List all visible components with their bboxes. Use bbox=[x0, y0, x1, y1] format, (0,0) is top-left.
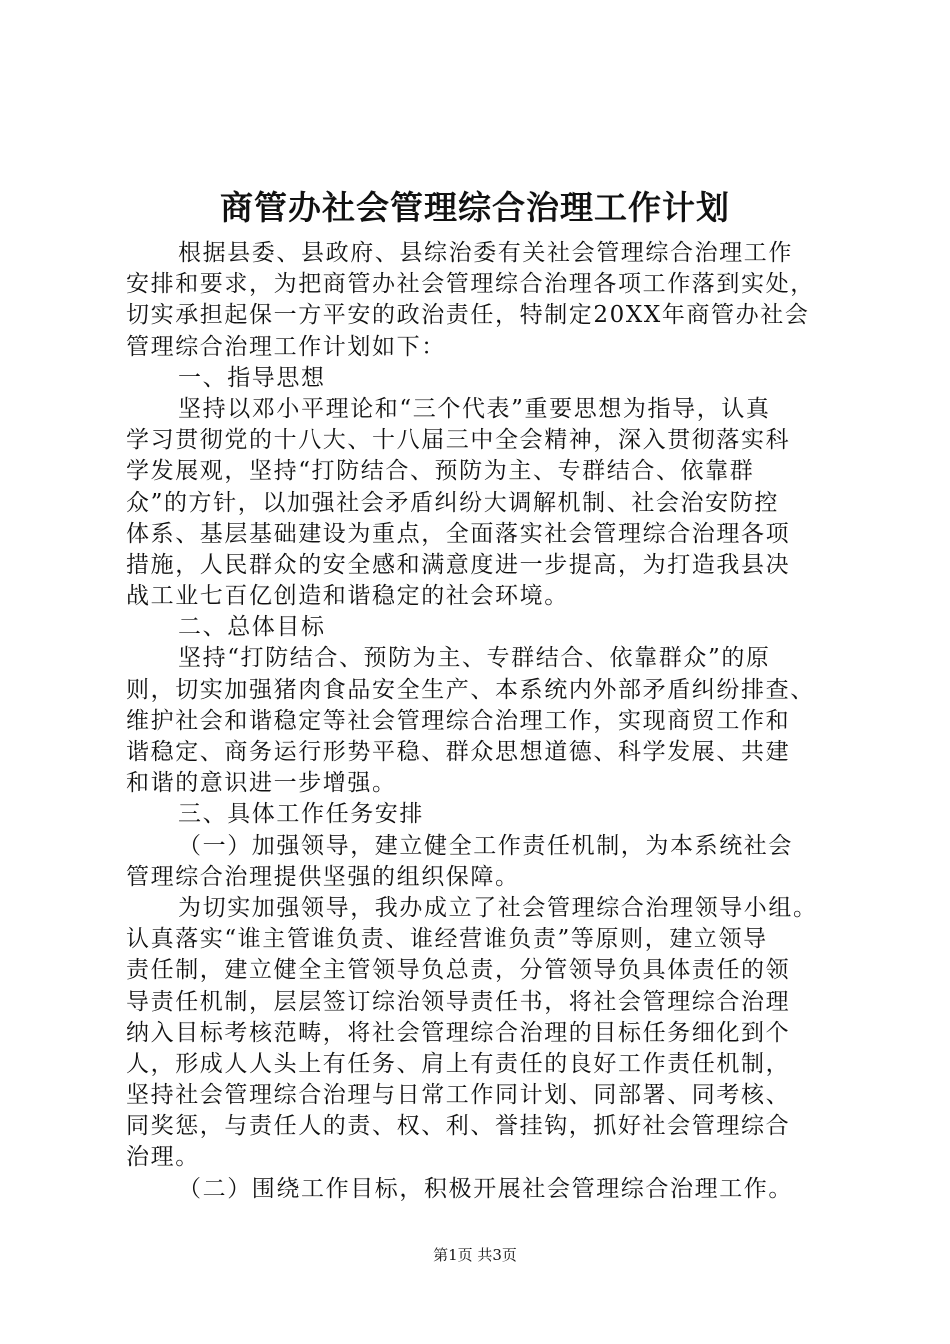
text-line: 导责任机制，层层签订综治领导责任书，将社会管理综合治理 bbox=[126, 988, 791, 1015]
section-heading: 三、具体工作任务安排 bbox=[178, 801, 424, 828]
text-line: 治理。 bbox=[126, 1144, 200, 1171]
text-line: 维护社会和谐稳定等社会管理综合治理工作，实现商贸工作和 bbox=[126, 707, 791, 734]
text-line: 人，形成人人头上有任务、肩上有责任的良好工作责任机制， bbox=[126, 1050, 791, 1077]
text-line: 战工业七百亿创造和谐稳定的社会环境。 bbox=[126, 583, 569, 610]
text-line: 纳入目标考核范畴，将社会管理综合治理的目标任务细化到个 bbox=[126, 1019, 791, 1046]
document-title: 商管办社会管理综合治理工作计划 bbox=[220, 188, 730, 227]
text-line: 为切实加强领导，我办成立了社会管理综合治理领导小组。 bbox=[178, 894, 818, 921]
text-line: 认真落实“谁主管谁负责、谁经营谁负责”等原则，建立领导 bbox=[126, 926, 768, 953]
page-number-footer: 第1页 共3页 bbox=[433, 1246, 517, 1264]
text-line: 坚持以邓小平理论和“三个代表”重要思想为指导，认真 bbox=[178, 395, 771, 422]
subsection-heading: （一）加强领导，建立健全工作责任机制，为本系统社会 bbox=[178, 832, 793, 859]
subsection-heading: （二）围绕工作目标，积极开展社会管理综合治理工作。 bbox=[178, 1175, 793, 1202]
document-body bbox=[126, 238, 826, 1205]
text-line: 众”的方针，以加强社会矛盾纠纷大调解机制、社会治安防控 bbox=[126, 489, 779, 516]
text-line: 则，切实加强猪肉食品安全生产、本系统内外部矛盾纠纷排查、 bbox=[126, 676, 815, 703]
text-line: 学发展观，坚持“打防结合、预防为主、专群结合、依靠群 bbox=[126, 458, 755, 485]
text-line: 谐稳定、商务运行形势平稳、群众思想道德、科学发展、共建 bbox=[126, 739, 791, 765]
text-line: 措施，人民群众的安全感和满意度进一步提高，为打造我县决 bbox=[126, 551, 791, 578]
text-line: 管理综合治理提供坚强的组织保障。 bbox=[126, 863, 520, 890]
text-line: 坚持“打防结合、预防为主、专群结合、依靠群众”的原 bbox=[178, 645, 771, 672]
text-line: 责任制，建立健全主管领导负总责，分管领导负具体责任的领 bbox=[126, 957, 791, 984]
text-line: 安排和要求，为把商管办社会管理综合治理各项工作落到实处， bbox=[126, 271, 815, 298]
text-line: 体系、基层基础建设为重点，全面落实社会管理综合治理各项 bbox=[126, 520, 791, 547]
text-line: 根据县委、县政府、县综治委有关社会管理综合治理工作 bbox=[178, 240, 793, 266]
text-line: 和谐的意识进一步增强。 bbox=[126, 770, 397, 797]
text-line: 学习贯彻党的十八大、十八届三中全会精神，深入贯彻落实科 bbox=[126, 427, 791, 454]
text-line: 坚持社会管理综合治理与日常工作同计划、同部署、同考核、 bbox=[126, 1082, 791, 1109]
text-line: 切实承担起保一方平安的政治责任，特制定20XX年商管办社会 bbox=[126, 302, 810, 329]
text-line: 管理综合治理工作计划如下： bbox=[126, 333, 446, 360]
text-line: 同奖惩，与责任人的责、权、利、誉挂钩，抓好社会管理综合 bbox=[126, 1113, 791, 1140]
section-heading: 一、指导思想 bbox=[178, 364, 326, 391]
section-heading: 二、总体目标 bbox=[178, 614, 326, 641]
